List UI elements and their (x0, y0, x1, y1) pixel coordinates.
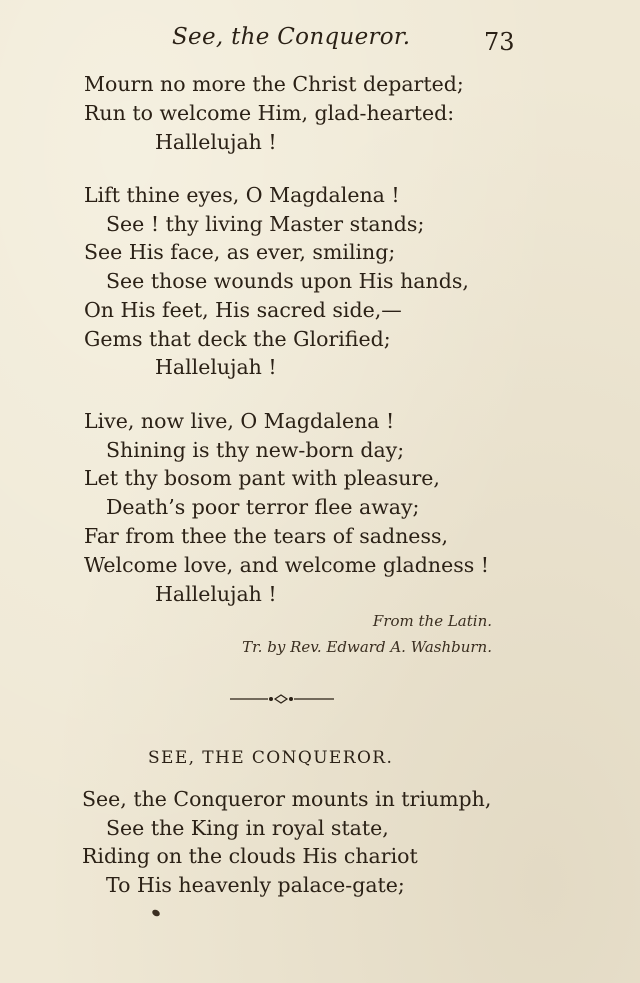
poem-refrain: Hallelujah ! (155, 130, 277, 154)
attribution-source: From the Latin. (372, 612, 492, 630)
poem-title: SEE, THE CONQUEROR. (148, 748, 394, 768)
poem-line: Live, now live, O Magdalena ! (84, 409, 395, 433)
poem-line: See His face, as ever, smiling; (84, 240, 396, 264)
poem-line: See, the Conqueror mounts in triumph, (82, 787, 492, 811)
attribution-translator: Tr. by Rev. Edward A. Washburn. (242, 638, 492, 656)
page-number: 73 (484, 28, 515, 56)
poem-line: Riding on the clouds His chariot (82, 844, 418, 868)
ink-speck (151, 908, 161, 917)
poem-line: See the King in royal state, (106, 816, 389, 840)
poem-line: Far from thee the tears of sadness, (84, 524, 448, 548)
poem-line: On His feet, His sacred side,— (84, 298, 402, 322)
poem-line: Death’s poor terror flee away; (106, 495, 420, 519)
poem-refrain: Hallelujah ! (155, 582, 277, 606)
running-head-title: See, the Conqueror. (172, 24, 411, 50)
section-divider-ornament (230, 692, 334, 706)
poem-line: See those wounds upon His hands, (106, 269, 469, 293)
poem-line: Lift thine eyes, O Magdalena ! (84, 183, 400, 207)
poem-line: Welcome love, and welcome gladness ! (84, 553, 490, 577)
poem-line: Gems that deck the Glorified; (84, 327, 391, 351)
poem-line: Mourn no more the Christ departed; (84, 72, 464, 96)
poem-line: To His heavenly palace-gate; (106, 873, 405, 897)
poem-line: Let thy bosom pant with pleasure, (84, 466, 440, 490)
poem-line: Run to welcome Him, glad-hearted: (84, 101, 455, 125)
poem-line: Shining is thy new-born day; (106, 438, 405, 462)
poem-line: See ! thy living Master stands; (106, 212, 425, 236)
poem-refrain: Hallelujah ! (155, 355, 277, 379)
